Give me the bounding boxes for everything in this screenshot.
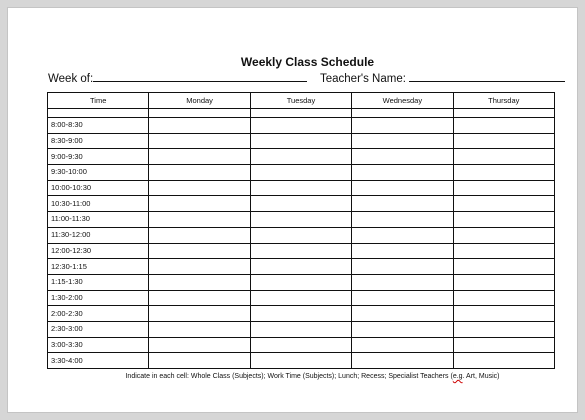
time-slot-cell: 3:00-3:30 bbox=[48, 337, 149, 353]
schedule-cell[interactable] bbox=[250, 274, 351, 290]
schedule-cell[interactable] bbox=[352, 274, 453, 290]
teacher-name-blank-line bbox=[409, 72, 565, 82]
schedule-cell[interactable] bbox=[250, 149, 351, 165]
schedule-cell[interactable] bbox=[453, 212, 554, 228]
time-slot-cell: 2:30-3:00 bbox=[48, 321, 149, 337]
schedule-cell[interactable] bbox=[352, 259, 453, 275]
time-slot-cell: 12:00-12:30 bbox=[48, 243, 149, 259]
schedule-cell[interactable] bbox=[250, 227, 351, 243]
schedule-cell[interactable] bbox=[250, 337, 351, 353]
schedule-cell[interactable] bbox=[453, 133, 554, 149]
schedule-cell[interactable] bbox=[352, 306, 453, 322]
schedule-cell[interactable] bbox=[352, 149, 453, 165]
table-row bbox=[48, 165, 555, 181]
schedule-cell[interactable] bbox=[149, 353, 250, 369]
schedule-cell[interactable] bbox=[149, 180, 250, 196]
table-row bbox=[48, 212, 555, 228]
schedule-cell[interactable] bbox=[149, 321, 250, 337]
time-slot-cell: 2:00-2:30 bbox=[48, 306, 149, 322]
schedule-cell[interactable] bbox=[453, 118, 554, 134]
time-slot-cell: 10:30-11:00 bbox=[48, 196, 149, 212]
week-of-label: Week of: bbox=[48, 73, 94, 85]
schedule-cell[interactable] bbox=[352, 165, 453, 181]
schedule-cell[interactable] bbox=[352, 212, 453, 228]
schedule-cell[interactable] bbox=[453, 290, 554, 306]
column-header-monday: Monday bbox=[149, 93, 250, 109]
schedule-cell[interactable] bbox=[250, 133, 351, 149]
week-of-blank-line bbox=[93, 72, 307, 82]
schedule-cell[interactable] bbox=[352, 180, 453, 196]
schedule-cell[interactable] bbox=[352, 290, 453, 306]
table-row bbox=[48, 274, 555, 290]
schedule-cell[interactable] bbox=[453, 306, 554, 322]
schedule-cell[interactable] bbox=[149, 243, 250, 259]
note-suffix: . Art, Music) bbox=[462, 373, 500, 380]
table-row bbox=[48, 321, 555, 337]
schedule-cell[interactable] bbox=[149, 212, 250, 228]
column-header-time: Time bbox=[48, 93, 149, 109]
table-row bbox=[48, 133, 555, 149]
schedule-cell[interactable] bbox=[352, 133, 453, 149]
table-row bbox=[48, 290, 555, 306]
week-of-field[interactable] bbox=[48, 72, 307, 85]
schedule-cell[interactable] bbox=[453, 274, 554, 290]
schedule-cell[interactable] bbox=[250, 165, 351, 181]
schedule-cell[interactable] bbox=[149, 227, 250, 243]
table-row bbox=[48, 353, 555, 369]
schedule-cell[interactable] bbox=[250, 290, 351, 306]
blank-cell[interactable] bbox=[352, 109, 453, 118]
schedule-cell[interactable] bbox=[250, 180, 351, 196]
table-row bbox=[48, 196, 555, 212]
column-header-tuesday: Tuesday bbox=[250, 93, 351, 109]
schedule-cell[interactable] bbox=[250, 196, 351, 212]
schedule-cell[interactable] bbox=[149, 290, 250, 306]
schedule-cell[interactable] bbox=[352, 118, 453, 134]
schedule-cell[interactable] bbox=[149, 274, 250, 290]
schedule-cell[interactable] bbox=[250, 212, 351, 228]
time-slot-cell: 11:30-12:00 bbox=[48, 227, 149, 243]
note-prefix: Indicate in each cell: Whole Class (Subjects); Work Time (Subjects); Lunch; Recess; Specialist Teachers ( bbox=[125, 373, 453, 380]
schedule-cell[interactable] bbox=[250, 321, 351, 337]
table-row bbox=[48, 149, 555, 165]
time-slot-cell: 9:00-9:30 bbox=[48, 149, 149, 165]
schedule-cell[interactable] bbox=[453, 149, 554, 165]
table-row bbox=[48, 259, 555, 275]
blank-cell[interactable] bbox=[48, 109, 149, 118]
column-header-thursday: Thursday bbox=[453, 93, 554, 109]
page-title: Weekly Class Schedule bbox=[240, 55, 375, 69]
schedule-cell[interactable] bbox=[453, 337, 554, 353]
table-row bbox=[48, 337, 555, 353]
time-slot-cell: 10:00-10:30 bbox=[48, 180, 149, 196]
time-slot-cell: 12:30-1:15 bbox=[48, 259, 149, 275]
time-slot-cell: 11:00-11:30 bbox=[48, 212, 149, 228]
table-row bbox=[48, 118, 555, 134]
blank-cell[interactable] bbox=[250, 109, 351, 118]
note-eg: e.g bbox=[452, 373, 463, 380]
time-slot-cell: 1:15-1:30 bbox=[48, 274, 149, 290]
header-row bbox=[48, 93, 555, 109]
column-header-wednesday: Wednesday bbox=[352, 93, 453, 109]
schedule-cell[interactable] bbox=[250, 306, 351, 322]
schedule-cell[interactable] bbox=[250, 259, 351, 275]
blank-cell[interactable] bbox=[149, 109, 250, 118]
time-slot-cell: 3:30-4:00 bbox=[48, 353, 149, 369]
schedule-cell[interactable] bbox=[453, 196, 554, 212]
schedule-cell[interactable] bbox=[453, 259, 554, 275]
blank-cell[interactable] bbox=[453, 109, 554, 118]
schedule-cell[interactable] bbox=[453, 353, 554, 369]
schedule-cell[interactable] bbox=[453, 321, 554, 337]
schedule-cell[interactable] bbox=[352, 321, 453, 337]
schedule-cell[interactable] bbox=[453, 243, 554, 259]
schedule-table bbox=[47, 92, 555, 369]
table-row bbox=[48, 306, 555, 322]
table-row bbox=[48, 227, 555, 243]
schedule-cell[interactable] bbox=[149, 149, 250, 165]
schedule-cell[interactable] bbox=[250, 353, 351, 369]
schedule-cell[interactable] bbox=[453, 227, 554, 243]
document-page bbox=[8, 8, 577, 412]
schedule-cell[interactable] bbox=[149, 118, 250, 134]
table-row bbox=[48, 109, 555, 118]
time-slot-cell: 8:00-8:30 bbox=[48, 118, 149, 134]
schedule-cell[interactable] bbox=[149, 133, 250, 149]
schedule-cell[interactable] bbox=[352, 353, 453, 369]
schedule-cell[interactable] bbox=[149, 306, 250, 322]
table-row bbox=[48, 243, 555, 259]
table-row bbox=[48, 180, 555, 196]
schedule-cell[interactable] bbox=[149, 337, 250, 353]
schedule-cell[interactable] bbox=[149, 196, 250, 212]
teacher-name-label: Teacher's Name: bbox=[320, 73, 406, 85]
schedule-cell[interactable] bbox=[352, 227, 453, 243]
schedule-cell[interactable] bbox=[352, 337, 453, 353]
schedule-cell[interactable] bbox=[453, 165, 554, 181]
schedule-cell[interactable] bbox=[149, 259, 250, 275]
teacher-name-field[interactable] bbox=[320, 72, 565, 85]
schedule-cell[interactable] bbox=[149, 165, 250, 181]
schedule-cell[interactable] bbox=[352, 196, 453, 212]
time-slot-cell: 1:30-2:00 bbox=[48, 290, 149, 306]
time-slot-cell: 8:30-9:00 bbox=[48, 133, 149, 149]
instruction-note bbox=[8, 373, 577, 380]
time-slot-cell: 9:30-10:00 bbox=[48, 165, 149, 181]
schedule-cell[interactable] bbox=[453, 180, 554, 196]
schedule-cell[interactable] bbox=[352, 243, 453, 259]
schedule-cell[interactable] bbox=[250, 118, 351, 134]
schedule-cell[interactable] bbox=[250, 243, 351, 259]
